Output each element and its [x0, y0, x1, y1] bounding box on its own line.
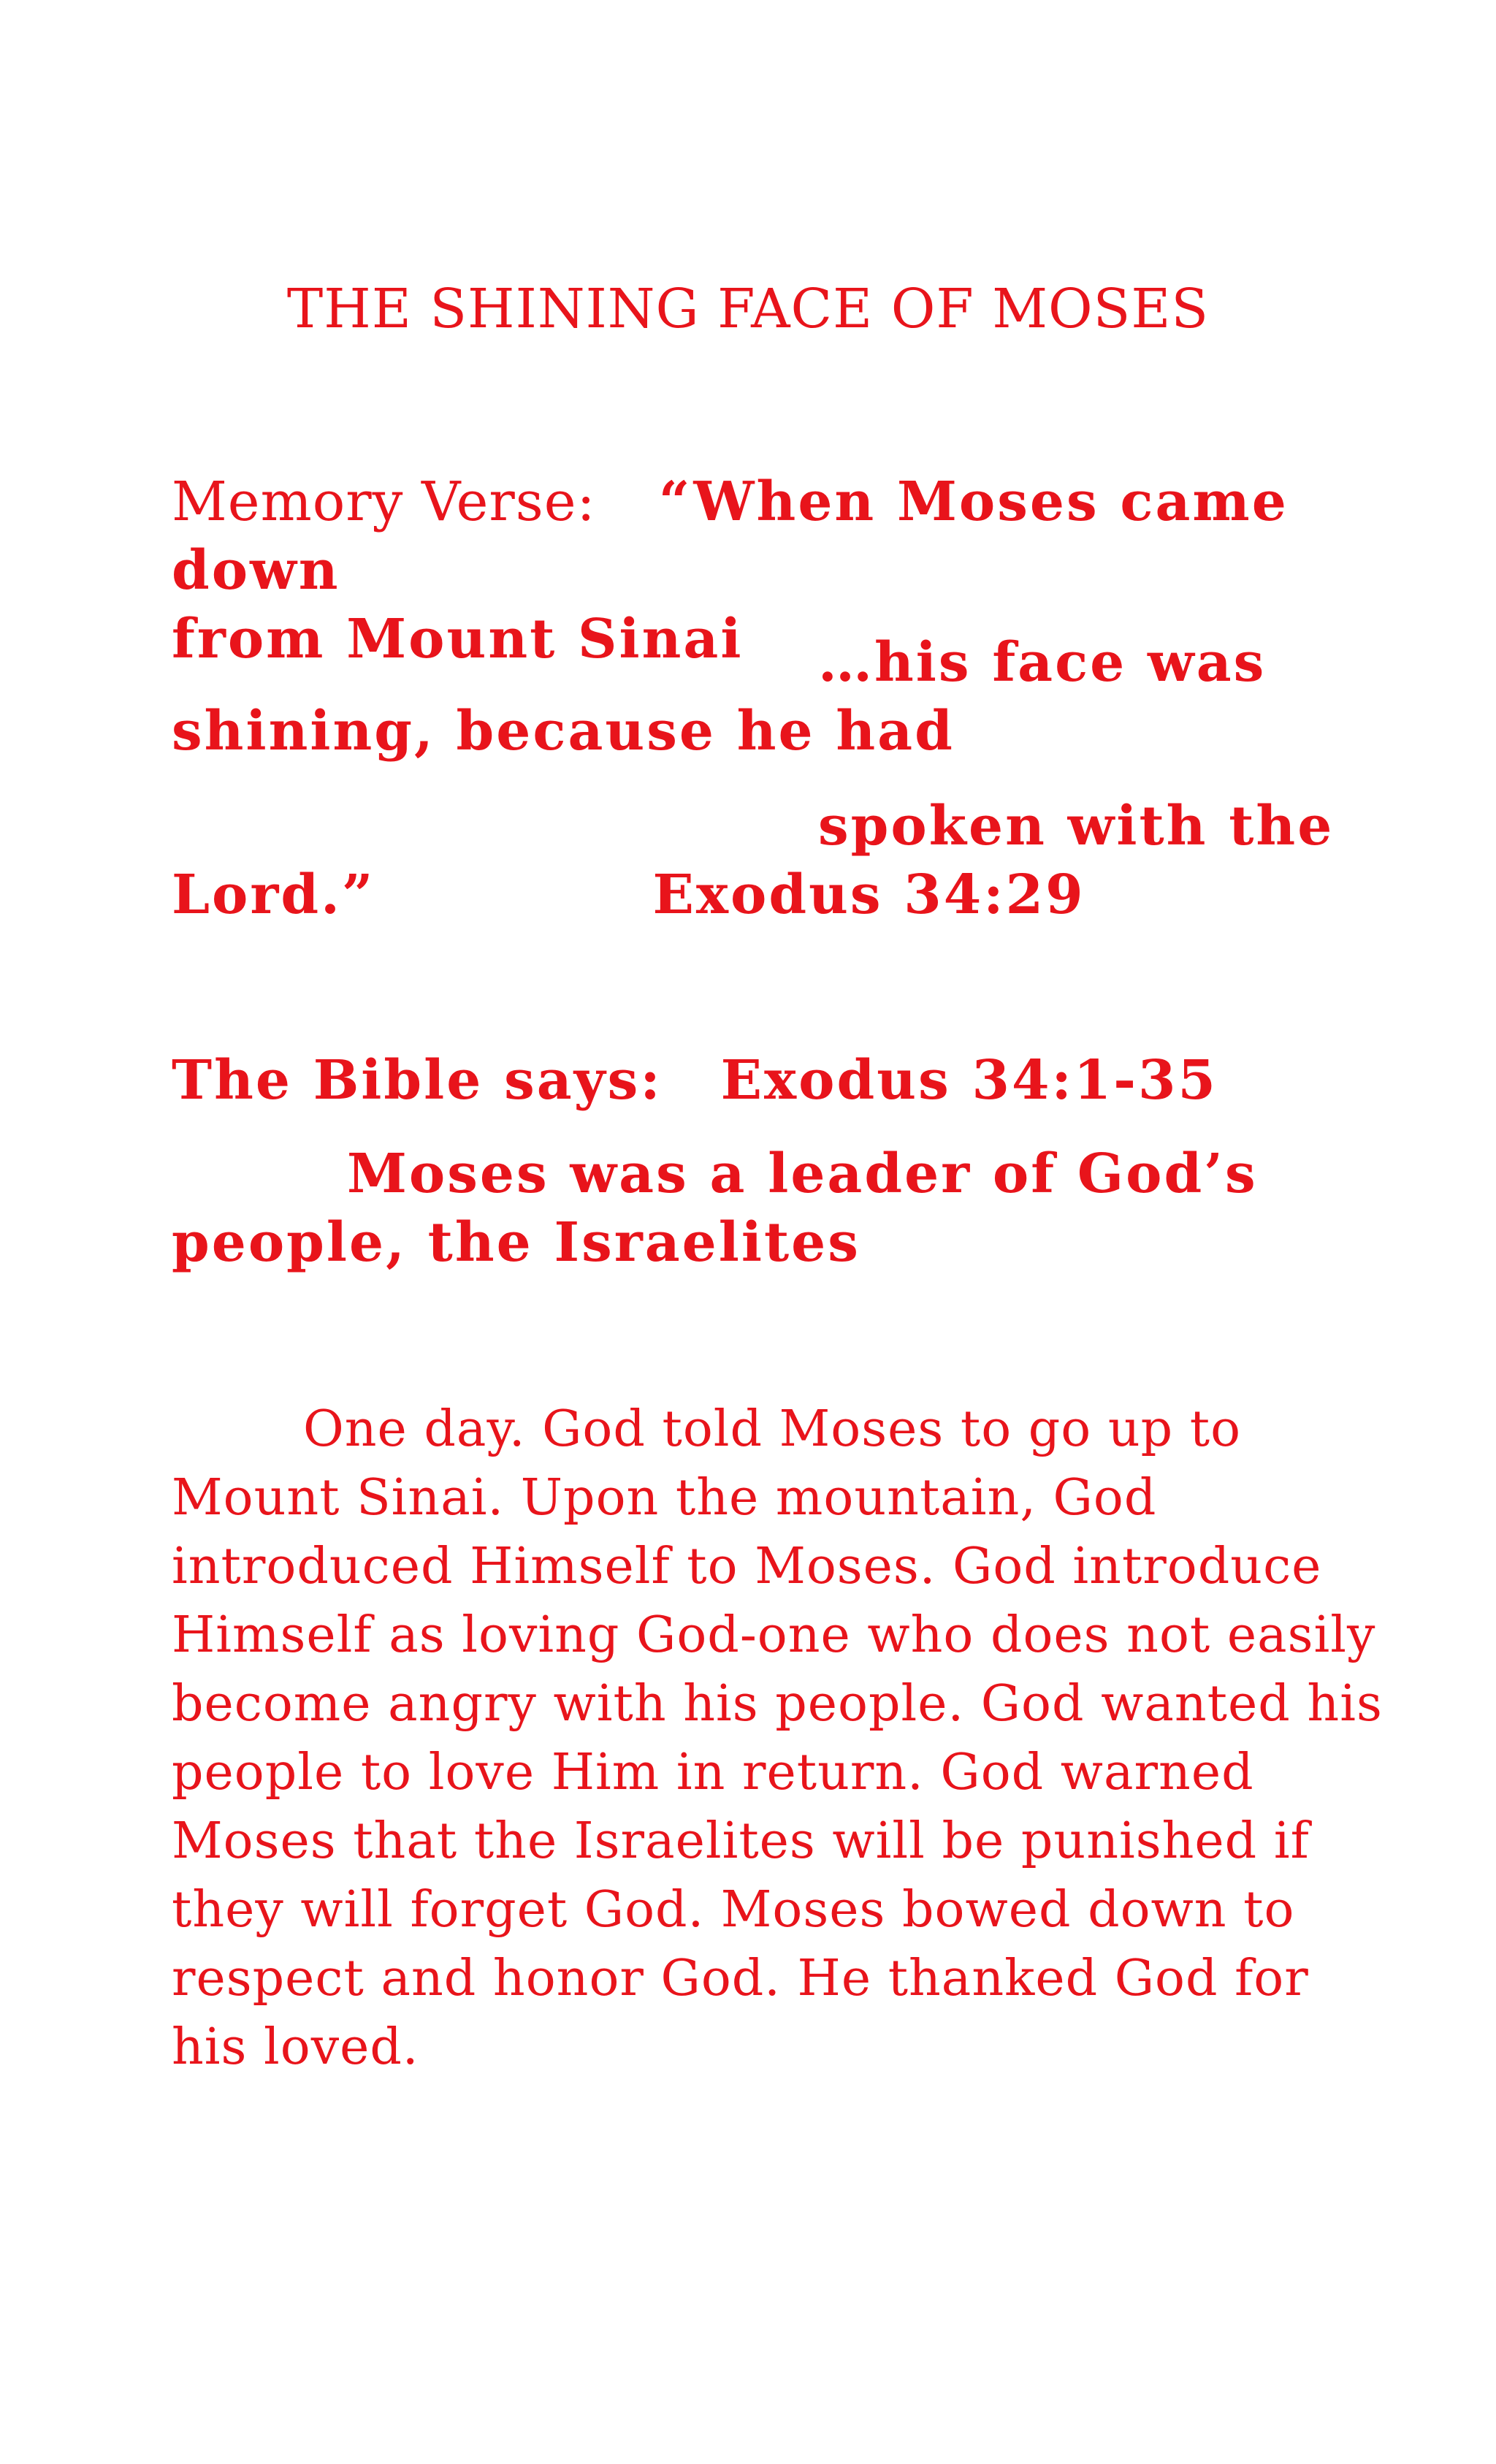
memory-verse-line-1 — [172, 468, 1384, 605]
bible-says-label: The Bible says: — [172, 1049, 663, 1112]
memory-verse-line-3 — [172, 628, 1384, 697]
memory-verse-line-5 — [172, 792, 1384, 861]
memory-verse-reference: Exodus 34:29 — [652, 863, 1085, 926]
story-text: One day. God told Moses to go up to — [303, 1400, 1242, 1458]
story-line: Mount Sinai. Upon the mountain, God — [172, 1469, 1157, 1527]
page-title: THE SHINING FACE OF MOSES — [286, 278, 1210, 340]
memory-verse-text-6: Lord.” — [172, 863, 375, 926]
story-line: Himself as loving God-one who does not easily — [172, 1606, 1376, 1664]
story-line: respect and honor God. He thanked God for — [172, 1950, 1309, 2007]
memory-verse-line-2: from Mount Sinai — [172, 608, 744, 671]
story-line: become angry with his people. God wanted his — [172, 1675, 1383, 1733]
memory-verse-text-3: …his face was — [818, 631, 1267, 694]
memory-verse-ending — [172, 792, 1384, 929]
leader-statement — [172, 1140, 1384, 1277]
memory-verse-continued — [172, 628, 1384, 766]
memory-verse-label: Memory Verse: — [172, 470, 596, 533]
story-line: Moses that the Israelites will be punished if — [172, 1812, 1310, 1870]
leader-line-1 — [172, 1140, 1384, 1208]
story-paragraph — [172, 1395, 1384, 2082]
bible-says — [172, 1046, 1384, 1115]
memory-verse-line-6 — [172, 861, 1384, 929]
story-line: they will forget God. Moses bowed down to — [172, 1881, 1295, 1939]
memory-verse-line-4: shining, because he had — [172, 700, 955, 763]
bible-says-reference: Exodus 34:1-35 — [720, 1049, 1218, 1112]
story-line: people to love Him in return. God warned — [172, 1744, 1254, 1801]
story-line: introduced Himself to Moses. God introduce — [172, 1538, 1322, 1595]
story-line: his loved. — [172, 2018, 419, 2076]
memory-verse-text-5: spoken with the — [818, 795, 1335, 858]
memory-verse-text-1: “When Moses came down — [172, 470, 1289, 602]
leader-line-2: people, the Israelites — [172, 1211, 860, 1274]
story-line — [172, 1395, 1384, 1464]
leader-text-1: Moses was a leader of God’s — [347, 1143, 1258, 1205]
